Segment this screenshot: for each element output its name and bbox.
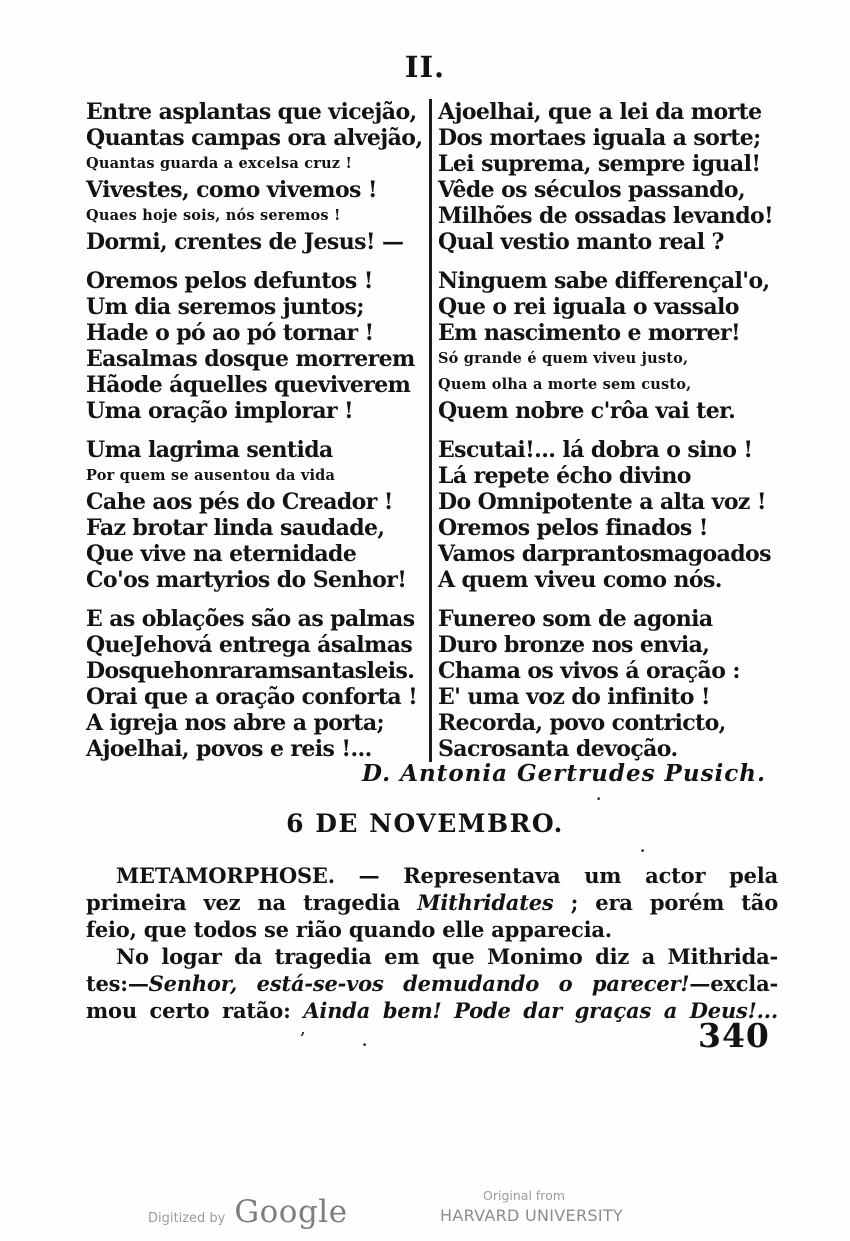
section-number-heading: II. <box>404 50 446 84</box>
poem-line: Chama os vivos á oração : <box>438 658 740 684</box>
prose-line <box>86 970 778 997</box>
prose-segment: METAMORPHOSE. — Representava um actor pela <box>116 863 778 888</box>
poem-line: Vamos darprantosmagoados <box>438 541 771 567</box>
poem-stanza <box>86 437 429 593</box>
poem-two-column-block <box>86 99 802 762</box>
provenance-credit <box>440 1188 624 1225</box>
poem-line: Dosquehonraramsantasleis. <box>86 658 415 684</box>
poem-line: Hãode áquelles queviverem <box>86 372 411 398</box>
prose-segment: —excla- <box>689 971 778 996</box>
print-speck: . <box>362 1032 368 1050</box>
poem-line: Ajoelhai, que a lei da morte <box>438 99 762 125</box>
date-section-heading: 6 DE NOVEMBRO. <box>286 809 564 838</box>
prose-line <box>86 889 778 916</box>
poem-line: Escutai!... lá dobra o sino ! <box>438 437 753 463</box>
poem-line: Hade o pó ao pó tornar ! <box>86 320 374 346</box>
poem-line: Duro bronze nos envia, <box>438 632 710 658</box>
poem-line: Do Omnipotente a alta voz ! <box>438 489 766 515</box>
poem-column-left <box>86 99 429 762</box>
print-speck: . <box>596 786 602 804</box>
poem-line: Funereo som de agonia <box>438 606 713 632</box>
prose-line <box>86 916 778 943</box>
poem-column-right <box>432 99 802 762</box>
poem-line: Quem nobre c'rôa vai ter. <box>438 398 736 424</box>
poem-line: Sacrosanta devoção. <box>438 736 678 762</box>
poem-line: Ajoelhai, povos e reis !... <box>86 736 372 762</box>
poem-line: E as oblações são as palmas <box>86 606 415 632</box>
poem-line: Quem olha a morte sem custo, <box>438 376 692 393</box>
poem-line: A quem viveu como nós. <box>438 567 722 593</box>
prose-segment: tes:— <box>86 971 149 996</box>
poem-line: E' uma voz do infinito ! <box>438 684 710 710</box>
prose-line <box>86 997 778 1024</box>
poem-line: Recorda, povo contricto, <box>438 710 726 736</box>
poem-line: Ninguem sabe differençal'o, <box>438 268 770 294</box>
prose-block <box>86 862 778 1024</box>
institution-label: HARVARD UNIVERSITY <box>440 1206 624 1225</box>
prose-line <box>86 862 778 889</box>
poem-line: Lá repete écho divino <box>438 463 691 489</box>
poem-line: Dos mortaes iguala a sorte; <box>438 125 761 151</box>
poem-author-attribution: D. Antonia Gertrudes Pusich. <box>361 760 766 787</box>
prose-italic-segment: Mithridates <box>417 890 554 915</box>
prose-segment: mou certo ratão: <box>86 998 304 1023</box>
poem-line: Co'os martyrios do Senhor! <box>86 567 407 593</box>
poem-stanza <box>438 268 802 424</box>
prose-segment: ; era porém tão <box>553 890 779 915</box>
prose-italic-segment: Ainda bem! Pode dar graças a Deus!... <box>303 998 779 1023</box>
poem-line: Uma oração implorar ! <box>86 398 354 424</box>
poem-line: Cahe aos pés do Creador ! <box>86 489 393 515</box>
poem-stanza <box>86 99 429 255</box>
prose-italic-segment: Senhor, está-se-vos demudando o parecer! <box>148 971 690 996</box>
poem-line: Dormi, crentes de Jesus! — <box>86 229 404 255</box>
digitized-by-label: Digitized by <box>148 1211 226 1226</box>
poem-stanza <box>438 606 802 762</box>
google-logo: Google <box>234 1194 348 1230</box>
poem-line: Quantas campas ora alvejão, <box>86 125 423 151</box>
poem-line: Qual vestio manto real ? <box>438 229 724 255</box>
prose-line <box>86 943 778 970</box>
poem-line: Só grande é quem viveu justo, <box>438 350 689 367</box>
poem-stanza <box>86 268 429 424</box>
poem-line: Que o rei iguala o vassalo <box>438 294 739 320</box>
prose-segment: feio, que todos se rião quando elle apparecia. <box>86 917 612 942</box>
poem-line: Um dia seremos juntos; <box>86 294 364 320</box>
poem-stanza <box>86 606 429 762</box>
prose-segment: No logar da tragedia em que Monimo diz a Mithrida- <box>116 944 778 969</box>
digitization-credit <box>148 1194 348 1230</box>
poem-line: A igreja nos abre a porta; <box>86 710 385 736</box>
poem-line: Lei suprema, sempre igual! <box>438 151 761 177</box>
poem-line: Milhões de ossadas levando! <box>438 203 774 229</box>
poem-line: Oremos pelos finados ! <box>438 515 708 541</box>
poem-line: Em nascimento e morrer! <box>438 320 741 346</box>
original-from-label: Original from <box>483 1188 565 1203</box>
poem-line: Vêde os séculos passando, <box>438 177 746 203</box>
page-number: 340 <box>698 1016 770 1055</box>
prose-segment: primeira vez na tragedia <box>86 890 418 915</box>
poem-line: Que vive na eternidade <box>86 541 357 567</box>
print-speck: . <box>640 838 646 856</box>
poem-line: Uma lagrima sentida <box>86 437 333 463</box>
poem-line: Oremos pelos defuntos ! <box>86 268 373 294</box>
poem-line: Easalmas dosque morrerem <box>86 346 415 372</box>
poem-line: Vivestes, como vivemos ! <box>86 177 377 203</box>
poem-line: Quantas guarda a excelsa cruz ! <box>86 155 353 172</box>
poem-line: QueJehová entrega ásalmas <box>86 632 413 658</box>
poem-line: Faz brotar linda saudade, <box>86 515 385 541</box>
poem-line: Orai que a oração conforta ! <box>86 684 418 710</box>
poem-line: Quaes hoje sois, nós seremos ! <box>86 207 341 224</box>
poem-line: Por quem se ausentou da vida <box>86 467 336 484</box>
poem-stanza <box>438 437 802 593</box>
poem-stanza <box>438 99 802 255</box>
poem-line: Entre asplantas que vicejão, <box>86 99 417 125</box>
print-speck: ’ <box>300 1029 306 1047</box>
